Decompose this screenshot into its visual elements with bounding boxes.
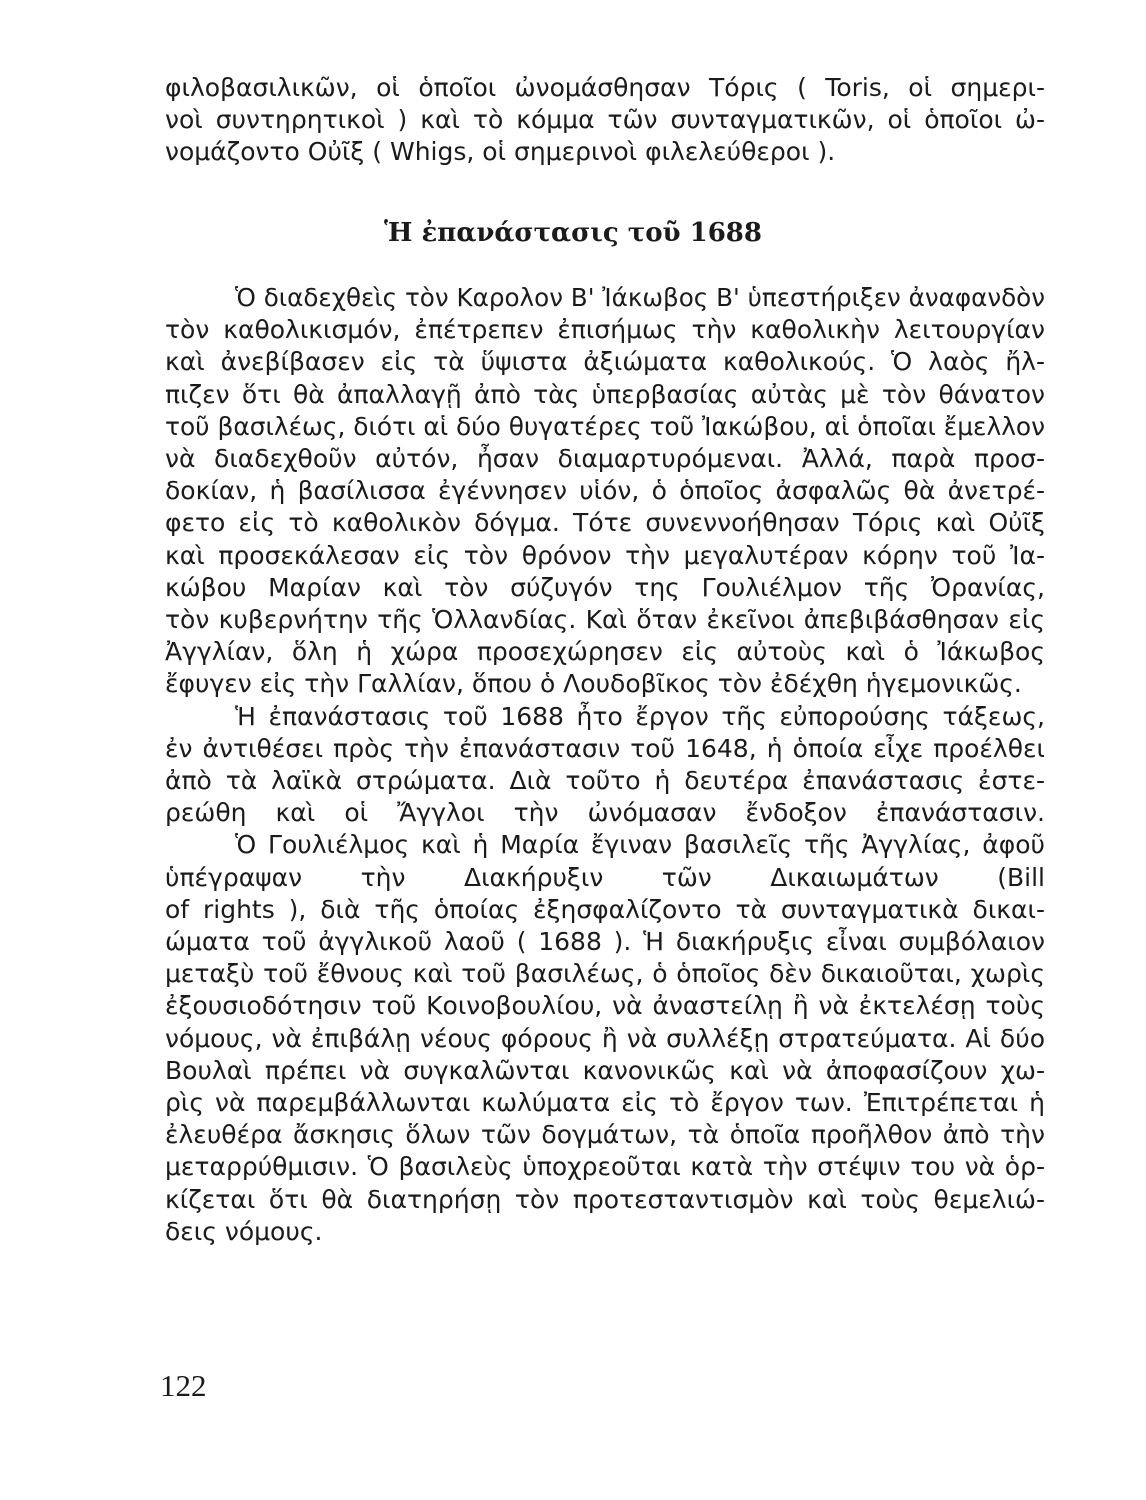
paragraph-1-line: καὶ ἀνεβίβασεν εἰς τὰ ὕψιστα ἀξιώματα καθολικούς. Ὁ λαὸς ἤλ- [165,347,1045,377]
paragraph-1-line: κώβου Μαρίαν καὶ τὸν σύζυγόν της Γουλιέλμον τῆς Ὀρανίας, [165,572,1045,602]
paragraph-3-line: ρὶς νὰ παρεμβάλλωνται κωλύματα εἰς τὸ ἔργον των. Ἐπιτρέπεται ἡ [165,1088,1045,1118]
paragraph-3-line: Βουλαὶ πρέπει νὰ συγκαλῶνται κανονικῶς καὶ νὰ ἀποφασίζουν χω- [165,1055,1045,1085]
paragraph-2-line: ἀπὸ τὰ λαϊκὰ στρώματα. Διὰ τοῦτο ἡ δευτέρα ἐπανάστασις ἐστε- [165,766,1045,796]
paragraph-3-line: Ὁ Γουλιέλμος καὶ ἡ Μαρία ἔγιναν βασιλεῖς τῆς Ἀγγλίας, ἀφοῦ [235,830,1045,860]
paragraph-1-line: τοῦ βασιλέως, διότι αἱ δύο θυγατέρες τοῦ Ἰακώβου, αἱ ὁποῖαι ἔμελλον [165,411,1045,441]
paragraph-3-line: of rights ), διὰ τῆς ὁποίας ἐξησφαλίζοντο τὰ συνταγματικὰ δικαι- [165,894,1045,924]
paragraph-1-line: τὸν κυβερνήτην τῆς Ὁλλανδίας. Καὶ ὅταν ἐκεῖνοι ἀπεβιβάσθησαν εἰς [165,605,1045,635]
body-text [165,282,1045,1248]
paragraph-3-line: ἐλευθέρα ἄσκησις ὅλων τῶν δογμάτων, τὰ ὁποῖα προῆλθον ἀπὸ τὴν [165,1120,1045,1150]
paragraph-3-line: δεις νόμους. [165,1216,323,1246]
section-heading: Ἡ ἐπανάστασις τοῦ 1688 [384,218,762,248]
paragraph-3-line: μεταξὺ τοῦ ἔθνους καὶ τοῦ βασιλέως, ὁ ὁποῖος δὲν δικαιοῦται, χωρὶς [165,959,1045,989]
paragraph-1-line: ἔφυγεν εἰς τὴν Γαλλίαν, ὅπου ὁ Λουδοβῖκος τὸν ἐδέχθη ἡγεμονικῶς. [165,669,1022,699]
paragraph-1-line: δοκίαν, ἡ βασίλισσα ἐγέννησεν υἱόν, ὁ ὁποῖος ἀσφαλῶς θὰ ἀνετρέ- [165,476,1045,506]
intro-line: φιλοβασιλικῶν, οἱ ὁποῖοι ὠνομάσθησαν Τόρις ( Toris, οἱ σημερι- [165,73,1045,102]
paragraph-2-line: ἐν ἀντιθέσει πρὸς τὴν ἐπανάστασιν τοῦ 1648, ἡ ὁποία εἶχε προέλθει [165,733,1045,763]
paragraph-3-line: νόμους, νὰ ἐπιβάλῃ νέους φόρους ἢ νὰ συλλέξῃ στρατεύματα. Αἱ δύο [165,1023,1045,1053]
paragraph-1-line: καὶ προσεκάλεσαν εἰς τὸν θρόνον τὴν μεγαλυτέραν κόρην τοῦ Ἰα- [165,540,1045,570]
paragraph-3-line: ὑπέγραψαν τὴν Διακήρυξιν τῶν Δικαιωμάτων (Bill [165,862,1045,892]
paragraph-1-line: τὸν καθολικισμόν, ἐπέτρεπεν ἐπισήμως τὴν καθολικὴν λειτουργίαν [165,315,1045,345]
intro-line: νοὶ συντηρητικοὶ ) καὶ τὸ κόμμα τῶν συνταγματικῶν, οἱ ὁποῖοι ὠ- [165,105,1045,135]
paragraph-1-line: Ἀγγλίαν, ὅλη ἡ χώρα προσεχώρησεν εἰς αὐτοὺς καὶ ὁ Ἰάκωβος [165,637,1045,667]
intro-paragraph [165,72,1045,169]
paragraph-3-line: κίζεται ὅτι θὰ διατηρήσῃ τὸν προτεσταντισμὸν καὶ τοὺς θεμελιώ- [165,1184,1045,1214]
paragraph-1-line: Ὁ διαδεχθεὶς τὸν Καρολον Β' Ἰάκωβος Β' ὑπεστήριξεν ἀναφανδὸν [235,283,1045,312]
paragraph-1-line: φετο εἰς τὸ καθολικὸν δόγμα. Τότε συνεννοήθησαν Τόρις καὶ Οὐῖξ [165,508,1045,538]
paragraph-3-line: μεταρρύθμισιν. Ὁ βασιλεὺς ὑποχρεοῦται κατὰ τὴν στέψιν του νὰ ὁρ- [165,1152,1045,1182]
intro-line: νομάζοντο Οὐῖξ ( Whigs, οἱ σημερινοὶ φιλελεύθεροι ). [165,137,836,167]
paragraph-1-line: νὰ διαδεχθοῦν αὐτόν, ἦσαν διαμαρτυρόμεναι. Ἀλλά, παρὰ προσ- [165,444,1045,474]
paragraph-3-line: ώματα τοῦ ἀγγλικοῦ λαοῦ ( 1688 ). Ἡ διακήρυξις εἶναι συμβόλαιον [165,927,1045,957]
page-number: 122 [160,1368,207,1403]
paragraph-2-line: ρεώθη καὶ οἱ Ἄγγλοι τὴν ὠνόμασαν ἔνδοξον ἐπανάστασιν. [165,798,1045,828]
paragraph-1-line: πιζεν ὅτι θὰ ἀπαλλαγῇ ἀπὸ τὰς ὑπερβασίας αὐτὰς μὲ τὸν θάνατον [165,379,1045,409]
paragraph-3-line: ἐξουσιοδότησιν τοῦ Κοινοβουλίου, νὰ ἀναστείλῃ ἢ νὰ ἐκτελέσῃ τοὺς [165,991,1045,1021]
paragraph-2-line: Ἡ ἐπανάστασις τοῦ 1688 ἦτο ἔργον τῆς εὐπορούσης τάξεως, [235,701,1045,731]
